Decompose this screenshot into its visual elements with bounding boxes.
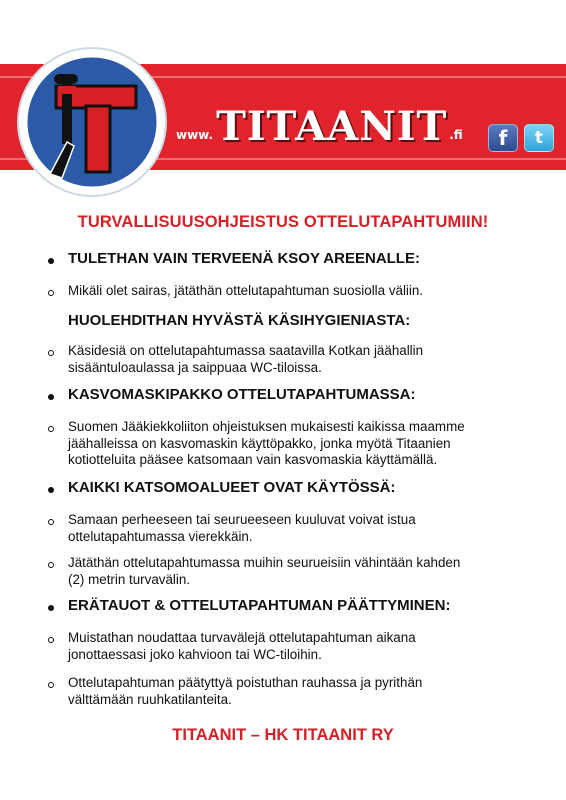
site-brand: TITAANIT <box>216 103 448 150</box>
section-heading-text: ERÄTAUOT & OTTELUTAPAHTUMAN PÄÄTTYMINEN: <box>68 597 451 614</box>
list-item-text: Jätäthän ottelutapahtumassa muihin seurueisiin vähintään kahden (2) metrin turvavälin. <box>68 555 461 587</box>
bullet-ring <box>48 426 54 432</box>
list-item-text: Samaan perheeseen tai seurueeseen kuuluvat voivat istua ottelutapahtumassa vierekkäin. <box>68 512 416 544</box>
bullet-ring <box>48 350 54 356</box>
twitter-icon[interactable]: t <box>524 124 554 152</box>
list-item-text: Ottelutapahtuman päätyttyä poistuthan rauhassa ja pyrithän välttämään ruuhkatilanteita. <box>68 675 423 707</box>
bullet-ring <box>48 562 54 568</box>
site-name <box>176 100 463 150</box>
bullet-ring <box>48 682 54 688</box>
list-item-text: Mikäli olet sairas, jätäthän ottelutapahtuman suosiolla väliin. <box>68 283 424 298</box>
list-item-text: Suomen Jääkiekkoliiton ohjeistuksen mukaisesti kaikissa maamme jäähalleissa on kasvomaskin käyttöpakko, jonka myötä Titaanien kotiotteluita pääsee katsomaan vain kasvomaskia käyttämällä. <box>68 419 465 467</box>
bullet-dot <box>48 605 54 611</box>
titaanit-logo <box>16 46 168 198</box>
bullet-ring <box>48 519 54 525</box>
footer-signature: TITAANIT – HK TITAANIT RY <box>172 726 394 744</box>
bullet-dot <box>48 394 54 400</box>
site-tld: .fi <box>449 128 463 142</box>
site-www: www. <box>176 128 214 142</box>
section-heading: HUOLEHDITHAN HYVÄSTÄ KÄSIHYGIENIASTA: <box>68 312 411 329</box>
section-heading-text: TULETHAN VAIN TERVEENÄ KSOY AREENALLE: <box>68 250 420 267</box>
bullet-ring <box>48 637 54 643</box>
section-heading-text: KAIKKI KATSOMOALUEET OVAT KÄYTÖSSÄ: <box>68 479 396 496</box>
list-item-text: Muistathan noudattaa turvavälejä ottelutapahtuman aikana jonottaessasi joko kahvioon tai WC-tiloihin. <box>68 630 416 662</box>
page-title: TURVALLISUUSOHJEISTUS OTTELUTAPAHTUMIIN! <box>77 213 489 231</box>
bullet-dot <box>48 258 54 264</box>
bullet-dot <box>48 487 54 493</box>
section-heading-text: KASVOMASKIPAKKO OTTELUTAPAHTUMASSA: <box>68 386 416 403</box>
facebook-icon[interactable]: f <box>488 124 518 152</box>
list-item-text: Käsidesiä on ottelutapahtumassa saatavilla Kotkan jäähallin sisääntuloaulassa ja saippuaa WC-tiloissa. <box>68 343 424 375</box>
bullet-ring <box>48 290 54 296</box>
